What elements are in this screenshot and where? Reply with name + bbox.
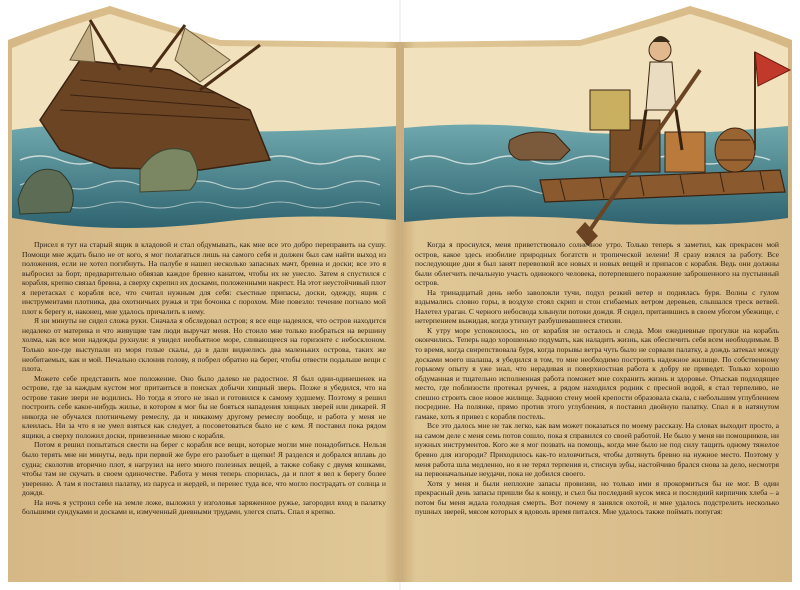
raft-illustration [404,14,790,246]
paragraph: Можете себе представить мое положение. Оно было далеко не радостное. Я был одни-одинешенек на острове, где за каждым кустом мог притаиться в поисках добычи хищный зверь. Позже я убедился, что на острове такие звери не водились. Но тогда я этого не знал и готовился к самому худшему. Поэтому я решил построить себе какое-нибудь жилье, в котором я мог бы не бояться нападения хищных зверей или дикарей. Я никогда не обучался плотничьему ремеслу, да и никакому другому ремеслу вообще, и работа у меня не клеилась. Ни за что я не умел взяться как следует, а посоветоваться было не с кем. Я поставил пока рядом ящики, а сверху положил доски, привезенные мною с корабля. [22,373,386,440]
paragraph: На ночь я устроил себе на земле ложе, выложил у изголовья заряженное ружье, загородил вход в палатку большими сундуками и досками и, измученный дневными трудами, улегся спать. Спал я крепко. [22,497,386,517]
right-page-text [415,240,779,517]
paragraph: Когда я проснулся, меня приветствовало солнечное утро. Только теперь я заметил, как прекрасен мой остров, какое здесь изобилие природных богатств и тропической зелени! Я сразу взялся за работу. Все последующие дни я был занят перевозкой все новых и новых вещей и припасов с корабля. Ведь они должны были облегчить печальную участь одинокого человека, потерпевшего поражение заброшенного на пустынный остров. [415,240,779,288]
book-gutter [399,0,401,590]
paragraph: К утру море успокоилось, но от корабля не осталось и следа. Мои ежедневные прогулки на корабль окончились. Теперь надо хорошенько подумать, как наладить жизнь, как обеспечить себя всем необходимым. В то время, когда свирепствовала буря, когда порывы ветра чуть было не сорвали палатку, а дождь затекал между досками моего шалаша, я убедился в том, то мне необходимо построить надежное жилище. По собственному горькому опыту я уже знал, что нерадивая и поверхностная работа к добру не приведет. Только хорошо обдуманная и тщательно исполненная работа поможет мне сохранить жизнь и здоровье. Отыскав подходящее место, где поблизости протекал ручеек, а рядом находился родник с пресной водой, я стал терпеливо, не спешно строить свое новое жилище. Заднюю стену моей крепости образовала скала, с небольшим углублением посредине. На полянке, прямо против этого углубления, я поставил двойную палатку. Спал я в натянутом гамаке, хоть я привез с корабля постель. [415,325,779,421]
paragraph: Хотя у меня и были неплохие запасы провизии, но только ими я прокормиться бы не мог. В один прекрасный день запасы пришли бы к концу, и съел бы последний кусок мяса и последний кирпичик хлеба – а потом бы меня ждала голодная смерть. Вот почему я занялся охотой, и мне удалось подстрелить несколько пушных зверей, мясом которых я вдоволь время питался. Мне удалось также поймать попугая: [415,478,779,517]
paragraph: Все это далось мне не так легко, как вам может показаться по моему рассказу. На словах выходит просто, а на самом деле с меня семь потов сошло, пока я справился со своей работой. Не было у меня ни помощников, ни нужных инструментов. Кого же я мог позвать на помощь, когда мне было не под силу тащить одному тяжелое бревно для изгороди? Приходилось как-то изловчиться, чтобы дотянуть бревно на нужное место. Поэтому у меня работа шла медленно, но я не терял терпения и, стиснув зубы, настойчиво брался снова за дело, несмотря на первоначальные неудачи, пока не добился своего. [415,421,779,479]
cargo-crate [665,132,705,172]
paragraph: На тринадцатый день небо заволокли тучи, подул резкий ветер и поднялась буря. Волны с гулом вздымались словно горы, в воздухе стоял скрип и стон сгибаемых ветром деревьев, слышался треск ветвей. Налетел ураган. С черного небосвода хлынули потоки дождя. Я сидел, притаившись в своем убогом убежище, с нетерпением выжидая, когда утихнут разбушевавшиеся стихии. [415,287,779,326]
paragraph: Я ни минуты не сидел сложа руки. Сначала я обследовал остров; я все еще надеялся, что остров находится недалеко от материка и что живущие там люди выручат меня. Но стоило мне только взобраться на вершину холма, как все мои надежды рухнули: я увидел необъятное море, сливающееся на горизонте с небосклоном. Только кое-где выступали из моря голые скалы, да в дали виднелись два маленьких острова, таких же необитаемых, как и мой. Печально склонив голову, я побрел обратно на берег, чтобы отвести подальше вещи с плота. [22,316,386,374]
barrel [715,128,755,172]
paragraph: Потом я решил попытаться свести на берег с корабля все вещи, которые могли мне понадобиться. Нельзя было терять мне ни минуты, ведь при первой же буре его разобьет в щепки! Я разделся и добрался вплавь до судна; сколотив вторично плот, я нагрузил на него много полезных вещей, а также собаку с двумя кошками, чтобы там не скучать в своем одиночестве. Работа у меня теперь спорилась, да и плот я вел к берегу более уверенно. А там я поставил палатку, из паруса и жердей, и перенес туда все, что могло пострадать от солнца и дождя. [22,440,386,498]
paragraph: Присел я тут на старый ящик в кладовой и стал обдумывать, как мне все это добро переправить на сушу. Помощи мне ждать было не от кого, я мог полагаться лишь на самого себя и должен был сам найти выход из положения, если не хотел погибнуть. На палубе я нашел несколько запасных мачт, бревна и доски; все это я выбросил за борт, предварительно обвязав каждое бревно канатом, чтобы их не унесло. Затем я спустился с корабля, крепко связал бревна, а сверху скрепил их досками, положенными накрест. На этот неустойчивый плот я перетаскал с корабля все, что считал нужным для себя: съестные припасы, доски, одежду, ящик с инструментами плотника, два охотничьих ружья и три бочонка с порохом. Мне повезло: течение погнало мой плот к берегу и, наконец, мне удалось причалить к нему. [22,240,386,316]
left-page-text [22,240,386,517]
